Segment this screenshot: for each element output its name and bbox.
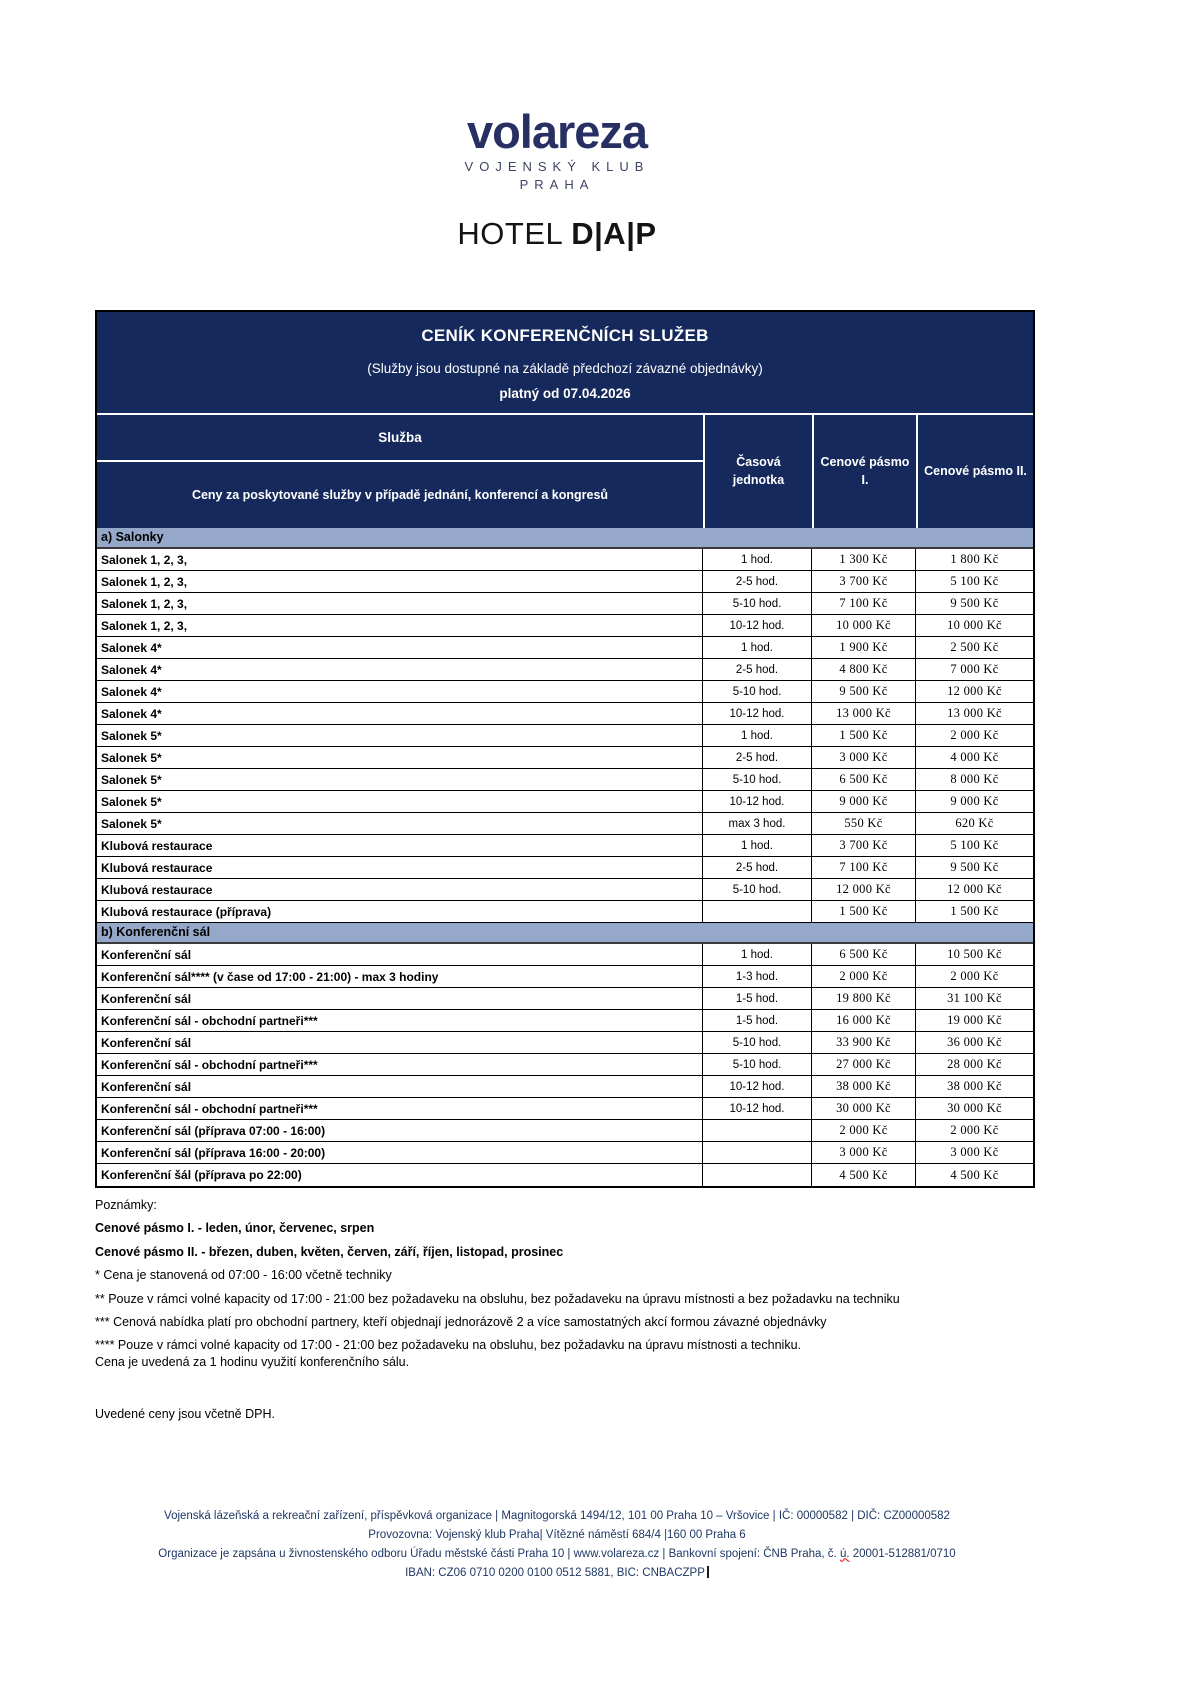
table-row	[97, 1120, 1033, 1142]
col-header-service-sub: Ceny za poskytované služby v případě jednání, konferencí a kongresů	[191, 488, 609, 502]
logo-subtitle-praha: PRAHA	[519, 177, 595, 192]
table-row	[97, 681, 1033, 703]
table-row	[97, 813, 1033, 835]
table-row	[97, 901, 1033, 923]
cell-price2: 1 500 Kč	[950, 904, 999, 918]
cell-price1: 9 500 Kč	[812, 681, 916, 702]
price-table	[95, 310, 1035, 1188]
table-row	[97, 835, 1033, 857]
cell-service: Konferenční sál (příprava 16:00 - 20:00)	[97, 1142, 703, 1163]
cell-price1: 38 000 Kč	[812, 1076, 916, 1097]
cell-time: 1 hod.	[703, 549, 812, 570]
column-header-row	[97, 413, 1033, 528]
cell-time: 10-12 hod.	[703, 1098, 812, 1119]
cell-price1: 1 500 Kč	[812, 901, 916, 922]
cell-price2: 2 000 Kč	[950, 728, 999, 742]
cell-service: Salonek 5*	[97, 791, 703, 812]
cell-price2: 4 500 Kč	[950, 1167, 999, 1182]
cell-price1: 2 000 Kč	[812, 1120, 916, 1141]
cell-price2: 19 000 Kč	[947, 1013, 1002, 1027]
note-line: Cenové pásmo I. - leden, únor, červenec, srpen	[95, 1221, 375, 1236]
notes-list	[95, 1221, 1035, 1369]
cell-service: Salonek 5*	[97, 813, 703, 834]
cell-time: 2-5 hod.	[703, 659, 812, 680]
cell-price1: 3 000 Kč	[812, 747, 916, 768]
table-row	[97, 1164, 1033, 1186]
table-row	[97, 879, 1033, 901]
cell-time: 1 hod.	[703, 835, 812, 856]
cell-service: Konferenční sál - obchodní partneři***	[97, 1054, 703, 1075]
table-row	[97, 615, 1033, 637]
footer-line-4	[0, 1566, 1114, 1581]
brand-block	[0, 105, 1114, 192]
cell-time: 2-5 hod.	[703, 571, 812, 592]
cell-price1: 27 000 Kč	[812, 1054, 916, 1075]
cell-time: 5-10 hod.	[703, 879, 812, 900]
logo-subtitle-klub: VOJENSKÝ KLUB	[464, 159, 650, 174]
cell-price2: 28 000 Kč	[947, 1057, 1002, 1071]
cell-time	[703, 1120, 812, 1141]
table-row	[97, 769, 1033, 791]
cell-price2: 36 000 Kč	[947, 1035, 1002, 1049]
cell-price1: 12 000 Kč	[812, 879, 916, 900]
cell-price2: 7 000 Kč	[950, 662, 999, 676]
table-row	[97, 549, 1033, 571]
cell-service: Salonek 5*	[97, 725, 703, 746]
cell-price1: 6 500 Kč	[812, 944, 916, 965]
cell-price1: 3 700 Kč	[812, 835, 916, 856]
cell-service: Klubová restaurace	[97, 835, 703, 856]
cell-price1: 6 500 Kč	[812, 769, 916, 790]
cell-price2: 4 000 Kč	[950, 750, 999, 764]
col-header-price-band-2: Cenové pásmo II.	[916, 415, 1033, 528]
note-line: *** Cenová nabídka platí pro obchodní partnery, kteří objednají jednorázově 2 a více samostatných akcí formou závazné objednávky	[95, 1314, 827, 1329]
cell-time: 1 hod.	[703, 637, 812, 658]
cell-time: 1-3 hod.	[703, 966, 812, 987]
note-line: ** Pouze v rámci volné kapacity od 17:00 - 21:00 bez požadaveku na obsluhu, bez požadaveku na úpravu místnosti a bez požadavku na techniku	[95, 1291, 900, 1306]
cell-price1: 4 500 Kč	[812, 1164, 916, 1186]
note-line: **** Pouze v rámci volné kapacity od 17:00 - 21:00 bez požadaveku na obsluhu, bez požadavku na úpravu místnosti a techniku.	[95, 1338, 801, 1353]
cell-service: Konferenční sál	[97, 1032, 703, 1053]
table-row	[97, 791, 1033, 813]
cell-price2: 2 000 Kč	[950, 1123, 999, 1137]
notes-heading: Poznámky:	[95, 1198, 157, 1212]
cell-price1: 7 100 Kč	[812, 593, 916, 614]
cell-price2: 38 000 Kč	[947, 1079, 1002, 1093]
cell-price2: 9 500 Kč	[950, 860, 999, 874]
footer-line-2: Provozovna: Vojenský klub Praha| Vítězné náměstí 684/4 |160 00 Praha 6	[368, 1528, 746, 1541]
table-row	[97, 1054, 1033, 1076]
cell-time: 5-10 hod.	[703, 1032, 812, 1053]
cell-service: Konferenční sál	[97, 944, 703, 965]
section-header: a) Salonky	[97, 528, 1033, 549]
cell-price2: 1 800 Kč	[950, 552, 999, 566]
cell-price1: 3 000 Kč	[812, 1142, 916, 1163]
cell-time: 5-10 hod.	[703, 681, 812, 702]
cell-price2: 31 100 Kč	[947, 991, 1002, 1005]
hotel-title-name: D|A|P	[571, 216, 657, 251]
table-row	[97, 725, 1033, 747]
cell-price2: 5 100 Kč	[950, 838, 999, 852]
cell-price1: 16 000 Kč	[812, 1010, 916, 1031]
footer-iban-text: IBAN: CZ06 0710 0200 0100 0512 5881, BIC: CNBACZPP	[405, 1567, 705, 1580]
cell-price1: 1 900 Kč	[812, 637, 916, 658]
cell-price2: 3 000 Kč	[950, 1145, 999, 1159]
cell-service: Konferenční sál**** (v čase od 17:00 - 21:00) - max 3 hodiny	[97, 966, 703, 987]
table-row	[97, 659, 1033, 681]
cell-time: 10-12 hod.	[703, 703, 812, 724]
cell-service: Salonek 5*	[97, 769, 703, 790]
table-subtitle: (Služby jsou dostupné na základě předchozí závazné objednávky)	[367, 361, 763, 376]
table-row	[97, 747, 1033, 769]
cell-time: 5-10 hod.	[703, 593, 812, 614]
table-row	[97, 1010, 1033, 1032]
spellcheck-wavy-underline: ú.	[839, 1547, 850, 1560]
col-header-time-unit: Časová jednotka	[703, 415, 812, 528]
cell-time: 1-5 hod.	[703, 988, 812, 1009]
cell-time: 1 hod.	[703, 944, 812, 965]
table-row	[97, 966, 1033, 988]
cell-price2: 9 500 Kč	[950, 596, 999, 610]
table-row	[97, 1142, 1033, 1164]
col-header-price-band-1: Cenové pásmo I.	[812, 415, 916, 528]
cell-service: Konferenční sál - obchodní partneři***	[97, 1010, 703, 1031]
cell-price2: 2 000 Kč	[950, 969, 999, 983]
cell-service: Konferenční sál	[97, 1076, 703, 1097]
cell-price2: 10 000 Kč	[947, 618, 1002, 632]
column-service	[97, 415, 703, 528]
footer	[0, 1510, 1114, 1586]
table-row	[97, 703, 1033, 725]
cell-service: Konferenční šál (příprava po 22:00)	[97, 1164, 703, 1186]
cell-service: Klubová restaurace	[97, 857, 703, 878]
cell-time: 1 hod.	[703, 725, 812, 746]
cell-time: 10-12 hod.	[703, 1076, 812, 1097]
cell-time	[703, 1142, 812, 1163]
table-row	[97, 637, 1033, 659]
cell-price1: 550 Kč	[812, 813, 916, 834]
cell-service: Salonek 1, 2, 3,	[97, 549, 703, 570]
cell-time: max 3 hod.	[703, 813, 812, 834]
footer-line-1: Vojenská lázeňská a rekreační zařízení, příspěvková organizace | Magnitogorská 1494/12, 101 00 Praha 10 – Vršovice | IČ: 00000582 | DIČ: CZ00000582	[164, 1510, 950, 1522]
cell-price1: 19 800 Kč	[812, 988, 916, 1009]
cell-service: Salonek 4*	[97, 681, 703, 702]
price-table-body	[97, 528, 1033, 1186]
cell-service: Salonek 1, 2, 3,	[97, 593, 703, 614]
cell-price1: 13 000 Kč	[812, 703, 916, 724]
cell-price1: 1 500 Kč	[812, 725, 916, 746]
cell-service: Salonek 1, 2, 3,	[97, 615, 703, 636]
cell-price2: 10 500 Kč	[947, 947, 1002, 961]
note-line: * Cena je stanovená od 07:00 - 16:00 včetně techniky	[95, 1268, 392, 1283]
cell-time: 2-5 hod.	[703, 857, 812, 878]
cell-service: Konferenční sál (příprava 07:00 - 16:00)	[97, 1120, 703, 1141]
hotel-title	[0, 216, 1114, 252]
cell-service: Salonek 1, 2, 3,	[97, 571, 703, 592]
table-row	[97, 571, 1033, 593]
cell-service: Salonek 4*	[97, 703, 703, 724]
cell-service: Salonek 5*	[97, 747, 703, 768]
footer-line-3	[0, 1548, 1114, 1562]
cell-time: 10-12 hod.	[703, 615, 812, 636]
cell-price2: 9 000 Kč	[950, 794, 999, 808]
cell-time: 1-5 hod.	[703, 1010, 812, 1031]
cell-price2: 12 000 Kč	[947, 684, 1002, 698]
cell-service: Konferenční sál - obchodní partneři***	[97, 1098, 703, 1119]
footer-line-3-rest: 20001-512881/0710	[849, 1547, 956, 1560]
cell-service: Klubová restaurace	[97, 879, 703, 900]
cell-price1: 30 000 Kč	[812, 1098, 916, 1119]
cell-service: Konferenční sál	[97, 988, 703, 1009]
note-line: Cena je uvedená za 1 hodinu využití konferenčního sálu.	[95, 1354, 410, 1369]
cell-price1: 9 000 Kč	[812, 791, 916, 812]
cell-price2: 12 000 Kč	[947, 882, 1002, 896]
cell-price1: 1 300 Kč	[812, 549, 916, 570]
col-header-service: Služba	[97, 415, 703, 462]
cell-price1: 2 000 Kč	[812, 966, 916, 987]
table-row	[97, 1098, 1033, 1120]
cell-price1: 3 700 Kč	[812, 571, 916, 592]
cell-service: Klubová restaurace (příprava)	[97, 901, 703, 922]
text-cursor	[707, 1566, 709, 1578]
cell-price1: 4 800 Kč	[812, 659, 916, 680]
vat-note: Uvedené ceny jsou včetně DPH.	[95, 1407, 275, 1421]
table-row	[97, 857, 1033, 879]
notes-section	[95, 1198, 1035, 1421]
cell-time	[703, 1164, 812, 1186]
cell-price1: 10 000 Kč	[812, 615, 916, 636]
cell-price2: 2 500 Kč	[950, 640, 999, 654]
cell-service: Salonek 4*	[97, 637, 703, 658]
table-valid-from: platný od 07.04.2026	[499, 386, 631, 401]
cell-price1: 33 900 Kč	[812, 1032, 916, 1053]
hotel-title-prefix: HOTEL	[457, 216, 572, 251]
table-title: CENÍK KONFERENČNÍCH SLUŽEB	[421, 326, 709, 345]
cell-price2: 13 000 Kč	[947, 706, 1002, 720]
cell-time: 2-5 hod.	[703, 747, 812, 768]
table-row	[97, 1032, 1033, 1054]
section-header: b) Konferenční sál	[97, 923, 1033, 944]
note-line: Cenové pásmo II. - březen, duben, květen, červen, září, říjen, listopad, prosinec	[95, 1244, 564, 1259]
table-title-block	[97, 312, 1033, 413]
cell-price2: 30 000 Kč	[947, 1101, 1002, 1115]
cell-price2: 620 Kč	[955, 816, 994, 830]
table-row	[97, 988, 1033, 1010]
cell-price2: 5 100 Kč	[950, 574, 999, 588]
cell-price2: 8 000 Kč	[950, 772, 999, 786]
cell-time: 10-12 hod.	[703, 791, 812, 812]
cell-time: 5-10 hod.	[703, 1054, 812, 1075]
cell-time: 5-10 hod.	[703, 769, 812, 790]
cell-time	[703, 901, 812, 922]
table-row	[97, 1076, 1033, 1098]
cell-price1: 7 100 Kč	[812, 857, 916, 878]
cell-service: Salonek 4*	[97, 659, 703, 680]
table-row	[97, 944, 1033, 966]
footer-line-3-text: Organizace je zapsána u živnostenského odboru Úřadu městské části Praha 10 | www.volareza.cz | Bankovní spojení: ČNB Praha, č.	[158, 1547, 840, 1560]
table-row	[97, 593, 1033, 615]
volareza-logo: volareza	[466, 105, 648, 158]
